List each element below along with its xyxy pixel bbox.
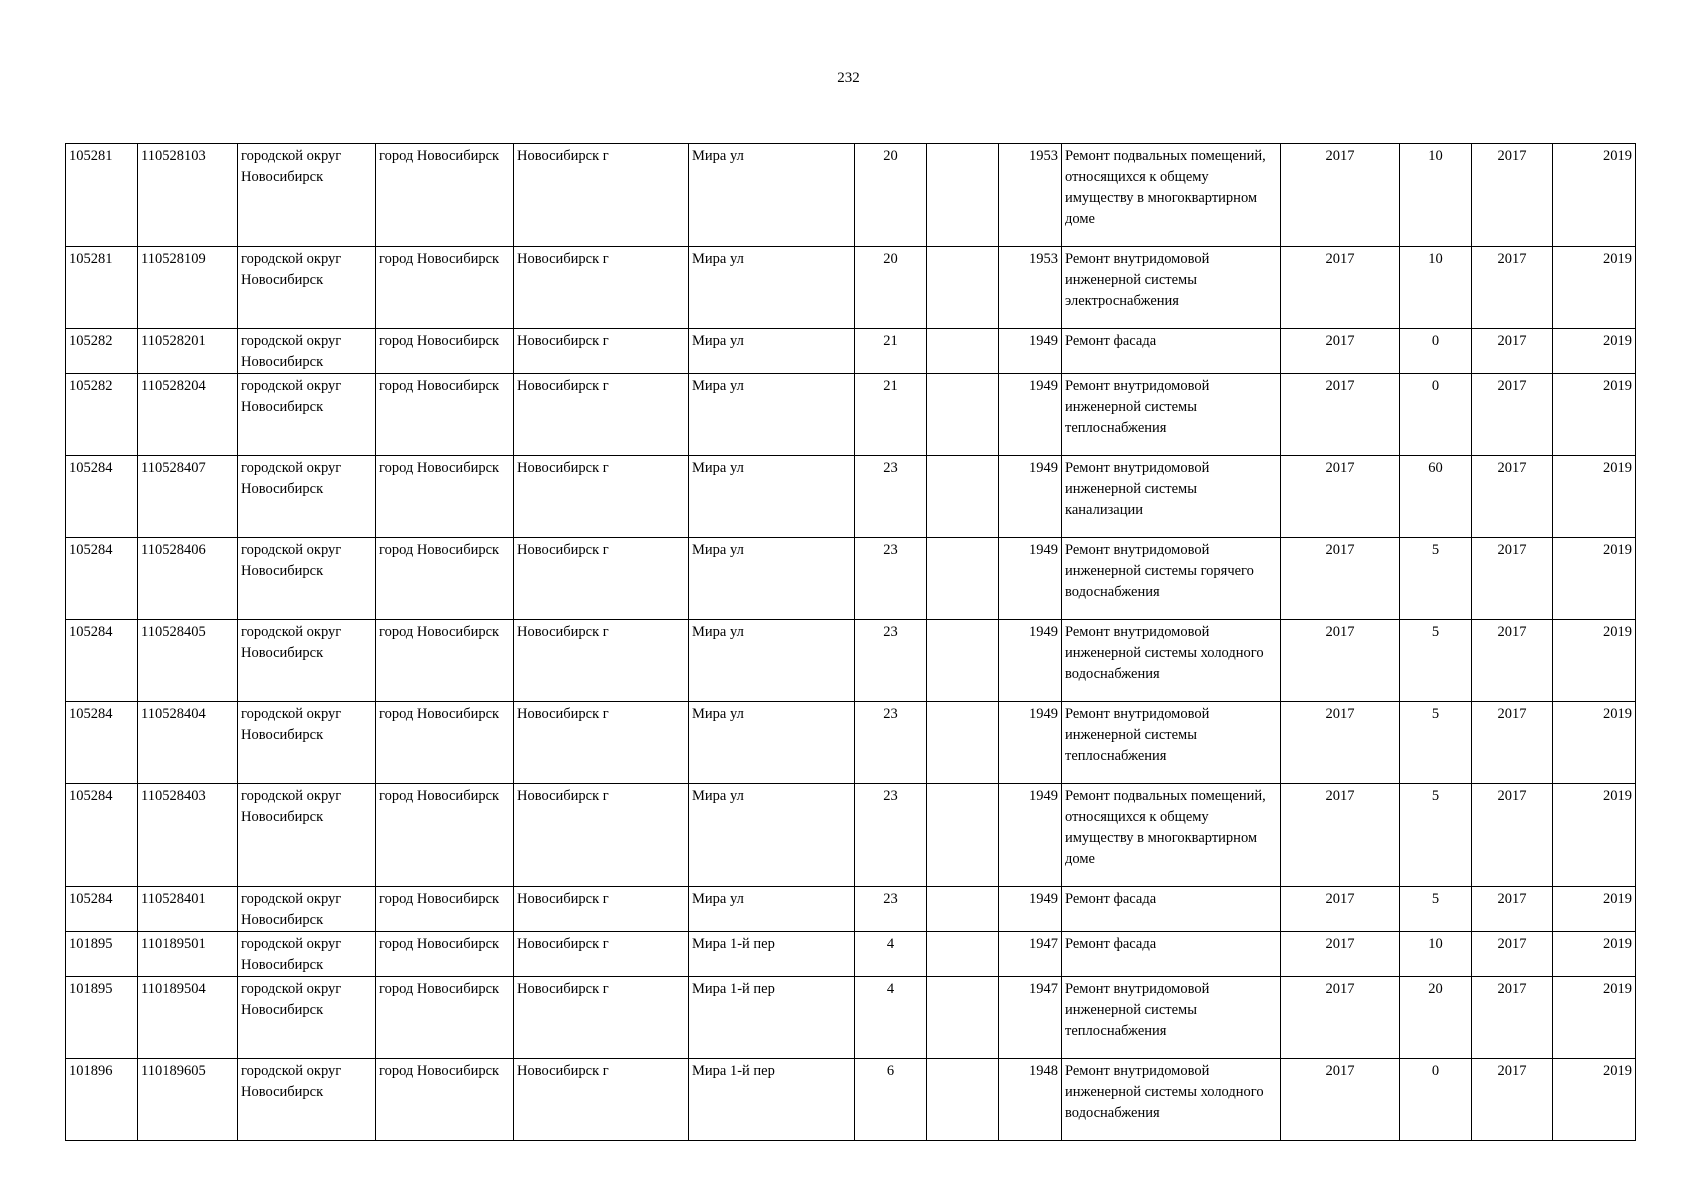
- cell-built: 1953: [999, 247, 1062, 329]
- cell-house: 6: [855, 1059, 927, 1141]
- cell-city: Новосибирск г: [514, 1059, 689, 1141]
- cell-built: 1948: [999, 1059, 1062, 1141]
- cell-street: Мира ул: [689, 329, 855, 374]
- cell-settlement: город Новосибирск: [376, 1059, 514, 1141]
- cell-y1: 2017: [1281, 620, 1400, 702]
- cell-district: городской округ Новосибирск: [238, 977, 376, 1059]
- cell-wear: 5: [1400, 538, 1472, 620]
- cell-blank: [927, 977, 999, 1059]
- cell-code: 101895: [66, 932, 138, 977]
- cell-settlement: город Новосибирск: [376, 620, 514, 702]
- cell-street: Мира ул: [689, 784, 855, 887]
- cell-y2: 2017: [1472, 932, 1553, 977]
- cell-district: городской округ Новосибирск: [238, 620, 376, 702]
- cell-street: Мира ул: [689, 538, 855, 620]
- cell-y2: 2017: [1472, 144, 1553, 247]
- cell-city: Новосибирск г: [514, 538, 689, 620]
- cell-street: Мира ул: [689, 702, 855, 784]
- cell-id: 110528404: [138, 702, 238, 784]
- cell-city: Новосибирск г: [514, 977, 689, 1059]
- cell-y3: 2019: [1553, 887, 1636, 932]
- cell-y3: 2019: [1553, 456, 1636, 538]
- cell-y3: 2019: [1553, 932, 1636, 977]
- cell-settlement: город Новосибирск: [376, 247, 514, 329]
- cell-city: Новосибирск г: [514, 702, 689, 784]
- cell-district: городской округ Новосибирск: [238, 144, 376, 247]
- cell-y2: 2017: [1472, 784, 1553, 887]
- cell-house: 23: [855, 887, 927, 932]
- cell-settlement: город Новосибирск: [376, 784, 514, 887]
- table-row: [66, 456, 1636, 538]
- cell-settlement: город Новосибирск: [376, 932, 514, 977]
- cell-code: 105281: [66, 247, 138, 329]
- cell-settlement: город Новосибирск: [376, 538, 514, 620]
- cell-work: Ремонт внутридомовой инженерной системы холодного водоснабжения: [1062, 1059, 1281, 1141]
- table-row: [66, 932, 1636, 977]
- table-row: [66, 538, 1636, 620]
- cell-y3: 2019: [1553, 329, 1636, 374]
- cell-code: 105284: [66, 784, 138, 887]
- cell-y3: 2019: [1553, 538, 1636, 620]
- cell-blank: [927, 374, 999, 456]
- cell-id: 110528406: [138, 538, 238, 620]
- cell-work: Ремонт внутридомовой инженерной системы теплоснабжения: [1062, 977, 1281, 1059]
- cell-district: городской округ Новосибирск: [238, 887, 376, 932]
- cell-district: городской округ Новосибирск: [238, 538, 376, 620]
- cell-id: 110528103: [138, 144, 238, 247]
- cell-house: 20: [855, 144, 927, 247]
- cell-y2: 2017: [1472, 620, 1553, 702]
- cell-id: 110528403: [138, 784, 238, 887]
- cell-settlement: город Новосибирск: [376, 887, 514, 932]
- cell-blank: [927, 456, 999, 538]
- cell-id: 110189504: [138, 977, 238, 1059]
- cell-y2: 2017: [1472, 456, 1553, 538]
- cell-settlement: город Новосибирск: [376, 144, 514, 247]
- cell-y2: 2017: [1472, 247, 1553, 329]
- cell-blank: [927, 1059, 999, 1141]
- cell-street: Мира 1-й пер: [689, 977, 855, 1059]
- cell-city: Новосибирск г: [514, 887, 689, 932]
- cell-y1: 2017: [1281, 702, 1400, 784]
- table-row: [66, 329, 1636, 374]
- cell-y1: 2017: [1281, 977, 1400, 1059]
- cell-street: Мира ул: [689, 374, 855, 456]
- cell-settlement: город Новосибирск: [376, 977, 514, 1059]
- cell-wear: 5: [1400, 620, 1472, 702]
- cell-y3: 2019: [1553, 977, 1636, 1059]
- cell-y1: 2017: [1281, 784, 1400, 887]
- table-row: [66, 247, 1636, 329]
- cell-y2: 2017: [1472, 329, 1553, 374]
- cell-street: Мира ул: [689, 456, 855, 538]
- cell-code: 105284: [66, 620, 138, 702]
- cell-code: 101896: [66, 1059, 138, 1141]
- cell-house: 20: [855, 247, 927, 329]
- cell-built: 1949: [999, 784, 1062, 887]
- cell-wear: 0: [1400, 1059, 1472, 1141]
- cell-built: 1949: [999, 538, 1062, 620]
- cell-built: 1949: [999, 702, 1062, 784]
- cell-city: Новосибирск г: [514, 620, 689, 702]
- table-row: [66, 374, 1636, 456]
- registry-table: [65, 143, 1636, 1141]
- cell-y3: 2019: [1553, 702, 1636, 784]
- cell-blank: [927, 702, 999, 784]
- cell-house: 23: [855, 702, 927, 784]
- cell-y1: 2017: [1281, 538, 1400, 620]
- cell-settlement: город Новосибирск: [376, 456, 514, 538]
- cell-id: 110528201: [138, 329, 238, 374]
- cell-district: городской округ Новосибирск: [238, 374, 376, 456]
- cell-id: 110528407: [138, 456, 238, 538]
- cell-id: 110528401: [138, 887, 238, 932]
- cell-blank: [927, 784, 999, 887]
- cell-y3: 2019: [1553, 247, 1636, 329]
- cell-y1: 2017: [1281, 374, 1400, 456]
- cell-house: 21: [855, 329, 927, 374]
- cell-code: 105284: [66, 702, 138, 784]
- cell-wear: 5: [1400, 784, 1472, 887]
- cell-street: Мира 1-й пер: [689, 1059, 855, 1141]
- cell-work: Ремонт внутридомовой инженерной системы теплоснабжения: [1062, 702, 1281, 784]
- cell-district: городской округ Новосибирск: [238, 1059, 376, 1141]
- cell-y2: 2017: [1472, 538, 1553, 620]
- table-row: [66, 702, 1636, 784]
- cell-work: Ремонт внутридомовой инженерной системы теплоснабжения: [1062, 374, 1281, 456]
- cell-built: 1953: [999, 144, 1062, 247]
- table-row: [66, 977, 1636, 1059]
- cell-y3: 2019: [1553, 374, 1636, 456]
- cell-district: городской округ Новосибирск: [238, 702, 376, 784]
- cell-blank: [927, 538, 999, 620]
- cell-city: Новосибирск г: [514, 144, 689, 247]
- cell-code: 101895: [66, 977, 138, 1059]
- cell-y3: 2019: [1553, 1059, 1636, 1141]
- cell-code: 105284: [66, 538, 138, 620]
- cell-house: 4: [855, 977, 927, 1059]
- cell-blank: [927, 620, 999, 702]
- cell-blank: [927, 932, 999, 977]
- cell-built: 1949: [999, 329, 1062, 374]
- cell-id: 110189605: [138, 1059, 238, 1141]
- cell-district: городской округ Новосибирск: [238, 247, 376, 329]
- cell-street: Мира ул: [689, 887, 855, 932]
- cell-house: 23: [855, 456, 927, 538]
- cell-city: Новосибирск г: [514, 456, 689, 538]
- cell-built: 1947: [999, 932, 1062, 977]
- cell-city: Новосибирск г: [514, 247, 689, 329]
- cell-blank: [927, 887, 999, 932]
- cell-y3: 2019: [1553, 620, 1636, 702]
- cell-wear: 0: [1400, 374, 1472, 456]
- cell-street: Мира ул: [689, 144, 855, 247]
- cell-y2: 2017: [1472, 887, 1553, 932]
- cell-id: 110528109: [138, 247, 238, 329]
- table-row: [66, 784, 1636, 887]
- cell-code: 105282: [66, 374, 138, 456]
- table-row: [66, 1059, 1636, 1141]
- cell-y1: 2017: [1281, 144, 1400, 247]
- cell-work: Ремонт внутридомовой инженерной системы холодного водоснабжения: [1062, 620, 1281, 702]
- cell-work: Ремонт подвальных помещений, относящихся к общему имуществу в многоквартирном доме: [1062, 144, 1281, 247]
- cell-y1: 2017: [1281, 456, 1400, 538]
- cell-street: Мира 1-й пер: [689, 932, 855, 977]
- table-row: [66, 144, 1636, 247]
- cell-city: Новосибирск г: [514, 329, 689, 374]
- cell-wear: 10: [1400, 932, 1472, 977]
- cell-settlement: город Новосибирск: [376, 374, 514, 456]
- page-number: 232: [837, 70, 860, 86]
- cell-y2: 2017: [1472, 977, 1553, 1059]
- cell-wear: 20: [1400, 977, 1472, 1059]
- cell-wear: 10: [1400, 247, 1472, 329]
- cell-y1: 2017: [1281, 932, 1400, 977]
- cell-house: 21: [855, 374, 927, 456]
- cell-y3: 2019: [1553, 784, 1636, 887]
- cell-y2: 2017: [1472, 374, 1553, 456]
- cell-code: 105284: [66, 887, 138, 932]
- cell-street: Мира ул: [689, 620, 855, 702]
- cell-district: городской округ Новосибирск: [238, 456, 376, 538]
- cell-id: 110189501: [138, 932, 238, 977]
- cell-city: Новосибирск г: [514, 374, 689, 456]
- cell-y1: 2017: [1281, 247, 1400, 329]
- cell-blank: [927, 247, 999, 329]
- cell-work: Ремонт внутридомовой инженерной системы канализации: [1062, 456, 1281, 538]
- cell-wear: 5: [1400, 702, 1472, 784]
- cell-built: 1949: [999, 456, 1062, 538]
- cell-y1: 2017: [1281, 329, 1400, 374]
- cell-y2: 2017: [1472, 1059, 1553, 1141]
- cell-work: Ремонт фасада: [1062, 329, 1281, 374]
- cell-y2: 2017: [1472, 702, 1553, 784]
- cell-district: городской округ Новосибирск: [238, 329, 376, 374]
- cell-y1: 2017: [1281, 1059, 1400, 1141]
- cell-wear: 0: [1400, 329, 1472, 374]
- cell-wear: 60: [1400, 456, 1472, 538]
- cell-id: 110528204: [138, 374, 238, 456]
- cell-work: Ремонт фасада: [1062, 932, 1281, 977]
- cell-district: городской округ Новосибирск: [238, 784, 376, 887]
- cell-wear: 5: [1400, 887, 1472, 932]
- cell-y3: 2019: [1553, 144, 1636, 247]
- cell-settlement: город Новосибирск: [376, 329, 514, 374]
- cell-code: 105282: [66, 329, 138, 374]
- cell-city: Новосибирск г: [514, 784, 689, 887]
- cell-city: Новосибирск г: [514, 932, 689, 977]
- cell-id: 110528405: [138, 620, 238, 702]
- table-row: [66, 620, 1636, 702]
- cell-code: 105284: [66, 456, 138, 538]
- cell-work: Ремонт фасада: [1062, 887, 1281, 932]
- cell-built: 1949: [999, 620, 1062, 702]
- cell-work: Ремонт внутридомовой инженерной системы горячего водоснабжения: [1062, 538, 1281, 620]
- cell-district: городской округ Новосибирск: [238, 932, 376, 977]
- cell-work: Ремонт внутридомовой инженерной системы электроснабжения: [1062, 247, 1281, 329]
- cell-settlement: город Новосибирск: [376, 702, 514, 784]
- cell-house: 23: [855, 620, 927, 702]
- cell-wear: 10: [1400, 144, 1472, 247]
- table-row: [66, 887, 1636, 932]
- cell-blank: [927, 329, 999, 374]
- cell-y1: 2017: [1281, 887, 1400, 932]
- cell-house: 23: [855, 538, 927, 620]
- cell-blank: [927, 144, 999, 247]
- cell-code: 105281: [66, 144, 138, 247]
- cell-built: 1947: [999, 977, 1062, 1059]
- cell-house: 23: [855, 784, 927, 887]
- cell-built: 1949: [999, 374, 1062, 456]
- cell-built: 1949: [999, 887, 1062, 932]
- cell-work: Ремонт подвальных помещений, относящихся к общему имуществу в многоквартирном доме: [1062, 784, 1281, 887]
- cell-house: 4: [855, 932, 927, 977]
- cell-street: Мира ул: [689, 247, 855, 329]
